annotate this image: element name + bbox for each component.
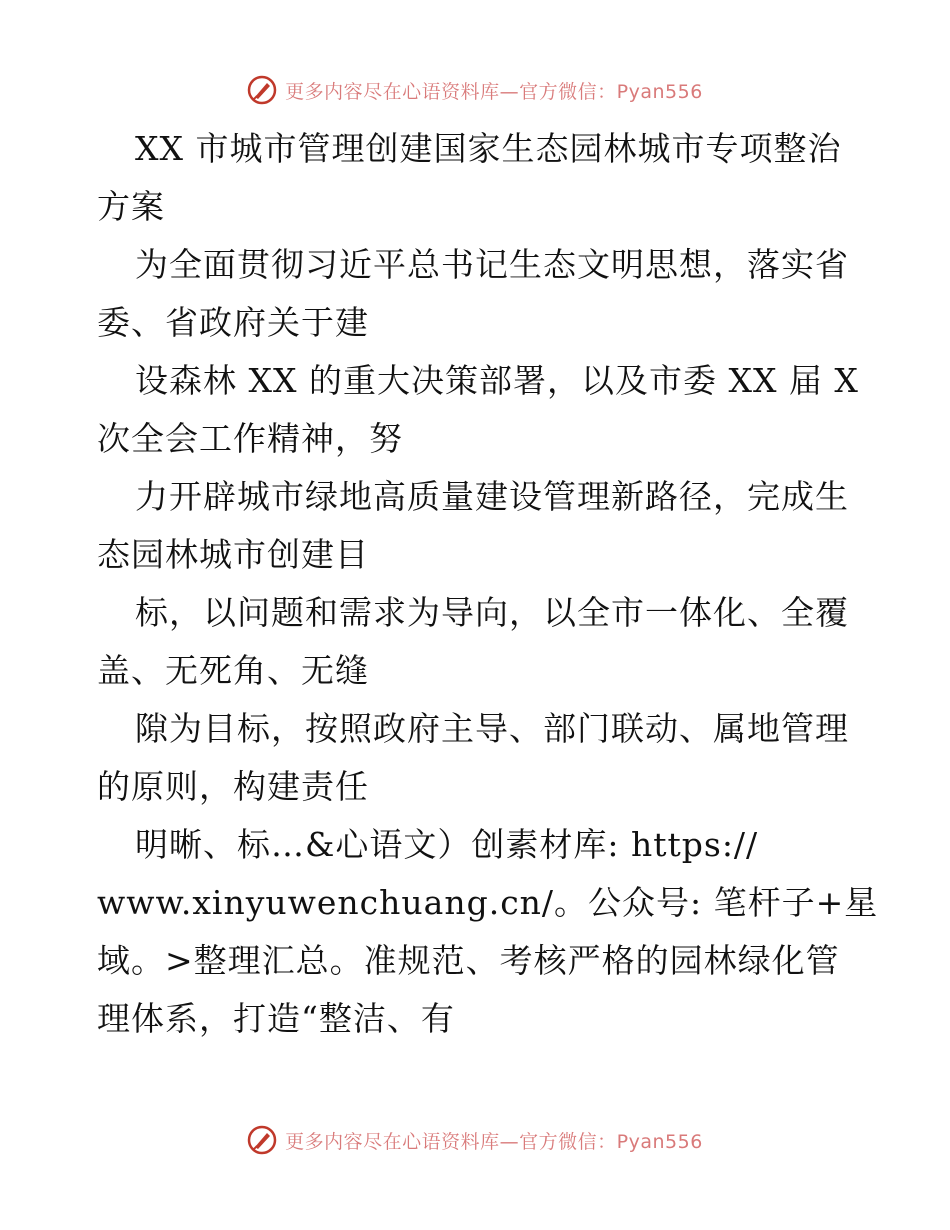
paragraph-line: 委、省政府关于建 [97,303,369,342]
paragraph-line: www.xinyuwenchuang.cn/。公众号: 笔杆子+星 [97,883,879,922]
paragraph-line: 次全会工作精神，努 [97,419,403,458]
watermark-text: 更多内容尽在心语资料库—官方微信：Pyan556 [285,80,703,103]
paragraph-line: 的原则，构建责任 [97,767,369,806]
paragraph-line: 域。>整理汇总。准规范、考核严格的园林绿化管 [97,941,840,980]
document-body [97,120,879,1048]
footer-watermark [0,1122,950,1158]
doc-title-line-1: XX 市城市管理创建国家生态园林城市专项整治 [135,129,842,168]
paragraph-line: 理体系，打造“整洁、有 [97,999,455,1038]
doc-title-line-2: 方案 [97,187,165,226]
quill-pen-logo-icon [247,75,277,105]
paragraph-line: 力开辟城市绿地高质量建设管理新路径，完成生 [135,477,849,516]
paragraph-line: 隙为目标，按照政府主导、部门联动、属地管理 [135,709,849,748]
paragraph-line: 态园林城市创建目 [97,535,369,574]
paragraph-line: 明晰、标…&心语文）创素材库: https:// [135,825,759,864]
quill-pen-logo-icon [247,1125,277,1155]
paragraph-line: 设森林 XX 的重大决策部署，以及市委 XX 届 X [135,361,859,400]
header-watermark [0,72,950,108]
paragraph-line: 为全面贯彻习近平总书记生态文明思想，落实省 [135,245,849,284]
watermark-text: 更多内容尽在心语资料库—官方微信：Pyan556 [285,1130,703,1153]
paragraph-line: 盖、无死角、无缝 [97,651,369,690]
paragraph-line: 标，以问题和需求为导向，以全市一体化、全覆 [135,593,849,632]
